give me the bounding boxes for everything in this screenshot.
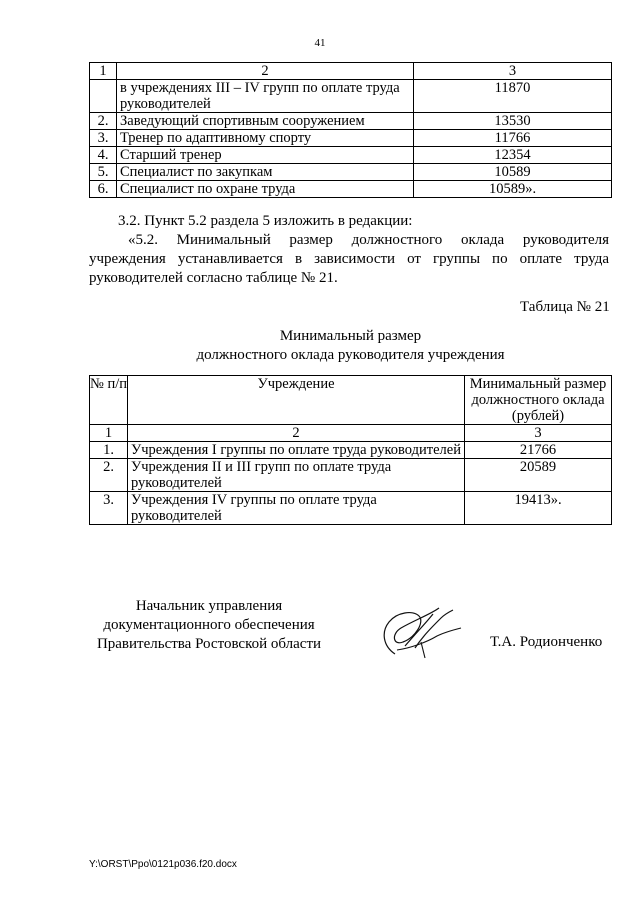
header-cell: 2	[117, 63, 414, 80]
row-name: Старший тренер	[117, 147, 414, 164]
row-number: 2.	[90, 113, 117, 130]
positions-salary-table	[89, 62, 612, 198]
table-caption: должностного оклада руководителя учреждения	[196, 347, 505, 363]
table-row	[90, 442, 612, 459]
table-row	[90, 492, 612, 525]
position-line: Начальник управления	[135, 598, 283, 614]
table-row	[90, 459, 612, 492]
page-number: 41	[314, 37, 326, 49]
row-number: 2.	[90, 459, 128, 492]
amendment-text-line: «5.2. Минимальный размер должностного оклада руководителя	[128, 232, 609, 248]
table-row	[90, 164, 612, 181]
row-value: 13530	[414, 113, 612, 130]
handwritten-signature-icon	[375, 602, 467, 662]
signatory-position	[89, 597, 329, 654]
row-value: 10589	[414, 164, 612, 181]
row-name: Учреждения I группы по оплате труда руководителей	[128, 442, 465, 459]
table-row	[90, 181, 612, 198]
row-number: 5.	[90, 164, 117, 181]
index-cell: 1	[90, 425, 128, 442]
row-name: Специалист по закупкам	[117, 164, 414, 181]
row-value: 21766	[465, 442, 612, 459]
position-line: документационного обеспечения	[103, 617, 315, 633]
table-row	[90, 130, 612, 147]
row-name: Тренер по адаптивному спорту	[117, 130, 414, 147]
table-row	[90, 147, 612, 164]
row-name: в учреждениях III – IV групп по оплате труда руководителей	[117, 80, 414, 113]
signatory-name: Т.А. Родионченко	[490, 634, 603, 650]
row-number: 1.	[90, 442, 128, 459]
row-name: Специалист по охране труда	[117, 181, 414, 198]
row-name: Учреждения II и III групп по оплате труда руководителей	[128, 459, 465, 492]
table-label: Таблица № 21	[520, 299, 610, 315]
row-number: 4.	[90, 147, 117, 164]
header-cell: 3	[414, 63, 612, 80]
row-number: 3.	[90, 492, 128, 525]
row-value: 11870	[414, 80, 612, 113]
amendment-paragraph: 3.2. Пункт 5.2 раздела 5 изложить в редакции:	[118, 213, 413, 229]
header-cell-institution: Учреждение	[128, 376, 465, 425]
index-cell: 3	[465, 425, 612, 442]
table-row	[90, 80, 612, 113]
position-line: Правительства Ростовской области	[96, 636, 322, 652]
row-name: Заведующий спортивным сооружением	[117, 113, 414, 130]
row-value: 19413».	[465, 492, 612, 525]
row-number	[90, 80, 117, 113]
table-index-row	[90, 425, 612, 442]
director-salary-table	[89, 375, 612, 525]
table-header-row	[90, 63, 612, 80]
header-cell-salary: Минимальный размер должностного оклада (рублей)	[465, 376, 612, 425]
row-value: 10589».	[414, 181, 612, 198]
row-number: 3.	[90, 130, 117, 147]
row-value: 12354	[414, 147, 612, 164]
table-caption: Минимальный размер	[279, 328, 422, 344]
row-value: 11766	[414, 130, 612, 147]
row-number: 6.	[90, 181, 117, 198]
row-value: 20589	[465, 459, 612, 492]
header-cell: 1	[90, 63, 117, 80]
index-cell: 2	[128, 425, 465, 442]
amendment-text-line: руководителей согласно таблице № 21.	[89, 270, 338, 286]
row-name: Учреждения IV группы по оплате труда руководителей	[128, 492, 465, 525]
amendment-text-line: учреждения устанавливается в зависимости от группы по оплате труда	[89, 251, 609, 267]
file-path-footer: Y:\ORST\Ppo\0121p036.f20.docx	[89, 859, 237, 870]
table-row	[90, 113, 612, 130]
table-header-row	[90, 376, 612, 425]
header-cell-number: № п/п	[90, 376, 128, 425]
